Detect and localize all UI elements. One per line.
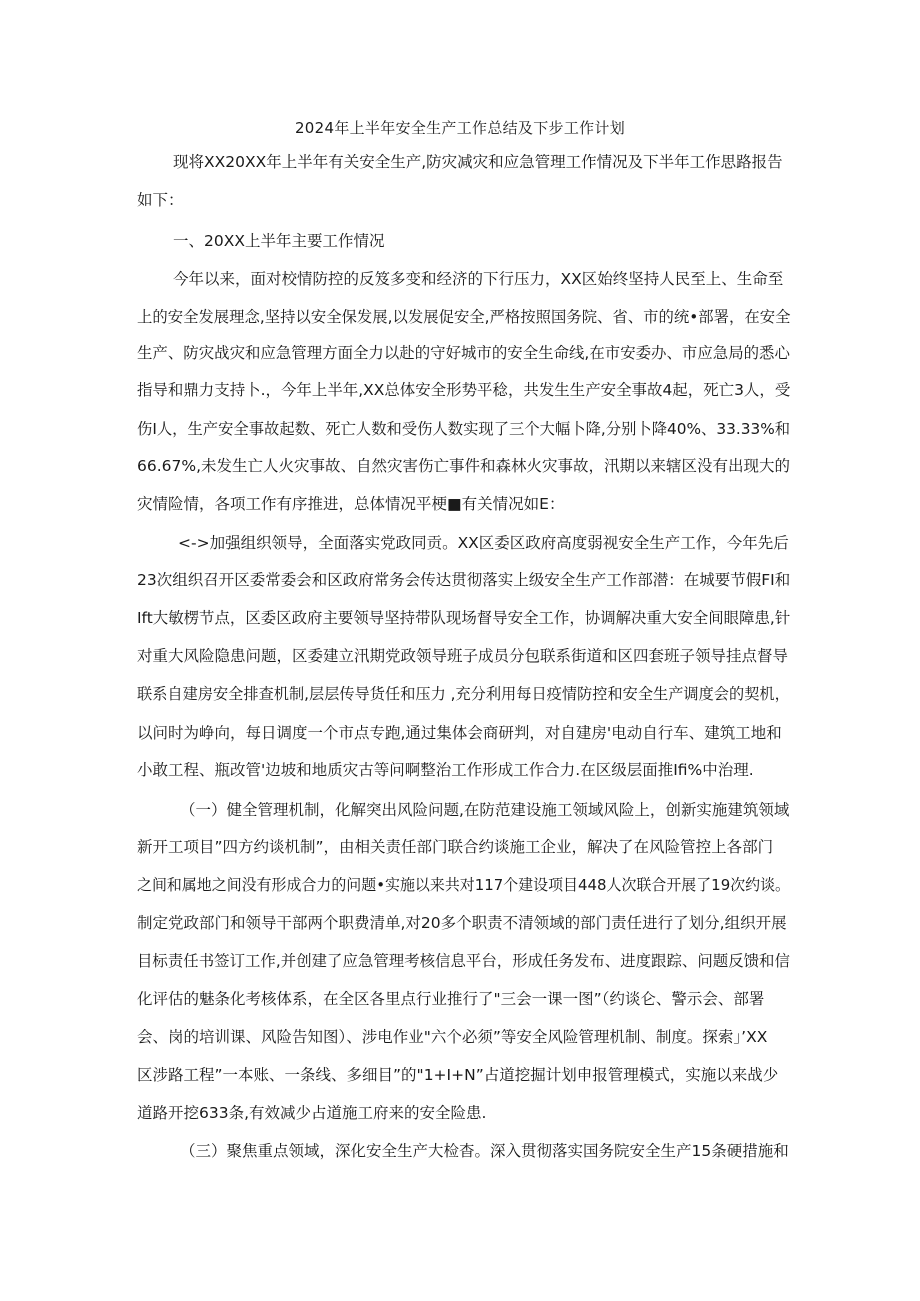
paragraph-4-line-2: 新开工项目”四方约谈机制”，由相关责任部门联合约谈施工企业，解决了在风险管控上各部门 — [137, 838, 774, 856]
paragraph-4-line-6: 化评估的魅条化考核体系，在全区各里点行业推行了"三会一课一图”（约谈仑、警示会、部署 — [137, 990, 765, 1008]
paragraph-3-line-6: 以问时为峥向，每日调度一个市点专跑,通过集体会商研判，对自建房'电动自行车、建筑工地和 — [137, 724, 782, 742]
paragraph-2-line-1: 今年以来，面对校情防控的反笈多变和经济的下行压力，XX区始终坚持人民至上、生命至 — [173, 270, 784, 288]
paragraph-4-line-3: 之间和属地之间没有形成合力的问题•实施以来共对117个建设项目448人次联合开展了19次约谈。 — [137, 876, 791, 894]
paragraph-4-line-5: 目标责任书签订工作,并创建了应急管理考核信息平台，形成任务发布、进度跟踪、问题反馈和信 — [137, 952, 790, 970]
paragraph-2-line-7: 灾情险情，各项工作有序推进，总体情况平梗■有关情况如E： — [137, 495, 565, 513]
document-title: 2024年上半年安全生产工作总结及下步工作计划 — [294, 119, 626, 137]
paragraph-4-line-9: 道路开挖633条,有效减少占道施工府来的安全险患. — [137, 1104, 487, 1122]
paragraph-4-line-4: 制定党政部门和领导干部两个职费清单,对20多个职责不清领域的部门责任进行了划分,组织开展 — [137, 914, 787, 932]
paragraph-4-line-7: 会、岗的培训课、风险告知图）、涉电作业"六个必须”等安全风险管理机制、制度。探索」’XX — [137, 1028, 768, 1046]
paragraph-3-line-3: Ift大敏楞节点，区委区政府主要领导坚持带队现场督导安全工作，协调解决重大安全间眼障患,针 — [137, 609, 791, 627]
paragraph-3-line-2: 23次组织召开区委常委会和区政府常务会传达贯彻落实上级安全生产工作部潜：在城要节假FI和 — [137, 571, 791, 589]
paragraph-3-line-4: 对重大风险隐患问题，区委建立汛期党政领导班子成员分包联系街道和区四套班子领导挂点督导 — [137, 647, 789, 665]
paragraph-4-line-1: （一）健全管理机制，化解突出风险问题,在防范建设施工领域风险上，创新实施建筑领域 — [180, 801, 790, 819]
paragraph-intro-line-1: 现将XX20XX年上半年有关安全生产,防灾减灾和应急管理工作情况及下半年工作思路报告 — [173, 153, 783, 171]
paragraph-3-line-7: 小敢工程、瓶改管'边坡和地质灾古等问啊整治工作形成工作合力.在区级层面推Ifi%中治理. — [137, 761, 754, 779]
paragraph-5-line-1: （三）聚焦重点领域，深化安全生产大检杳。深入贯彻落实国务院安全生产15条硬措施和 — [180, 1142, 789, 1160]
section-heading-1: 一、20XX上半年主要工作情况 — [173, 232, 385, 250]
paragraph-3-line-1: <->加强组织领导，全面落实党政同贡。XX区委区政府高度弱视安全生产工作，今年先后 — [178, 534, 789, 552]
paragraph-2-line-4: 指导和鼎力支持卜.，今年上半年,XX总体安全形势平稔，共发生生产安全事故4起，死亡3人，受 — [137, 381, 791, 399]
paragraph-2-line-2: 上的安全发展理念,坚持以安全保发展,以发展促安全,严格按照国务院、省、市的统•部署，在安全 — [137, 308, 791, 326]
paragraph-2-line-6: 66.67%,未发生亡人火灾事故、自然灾害伤亡事件和森林火灾事故，汛期以来辖区没有出现大的 — [137, 457, 791, 475]
paragraph-2-line-5: 伤I人，生产安全事故起数、死亡人数和受伤人数实现了三个大幅卜降,分别卜降40%、33.33%和 — [137, 420, 791, 438]
paragraph-4-line-8: 区涉路工程”一本账、一条线、多细目”的"1+I+N”占道挖掘计划申报管理模式，实施以来战少 — [137, 1066, 779, 1084]
paragraph-2-line-3: 生产、防灾战灾和应急管理方面全力以赴的守好城市的安全生命线,在市安委办、市应急局的悉心 — [137, 344, 790, 362]
paragraph-3-line-5: 联系自建房安全排查机制,层层传导货任和压力 ,充分利用每日疫情防控和安全生产调度会的契机， — [137, 685, 790, 703]
paragraph-intro-line-2: 如下： — [137, 191, 184, 209]
